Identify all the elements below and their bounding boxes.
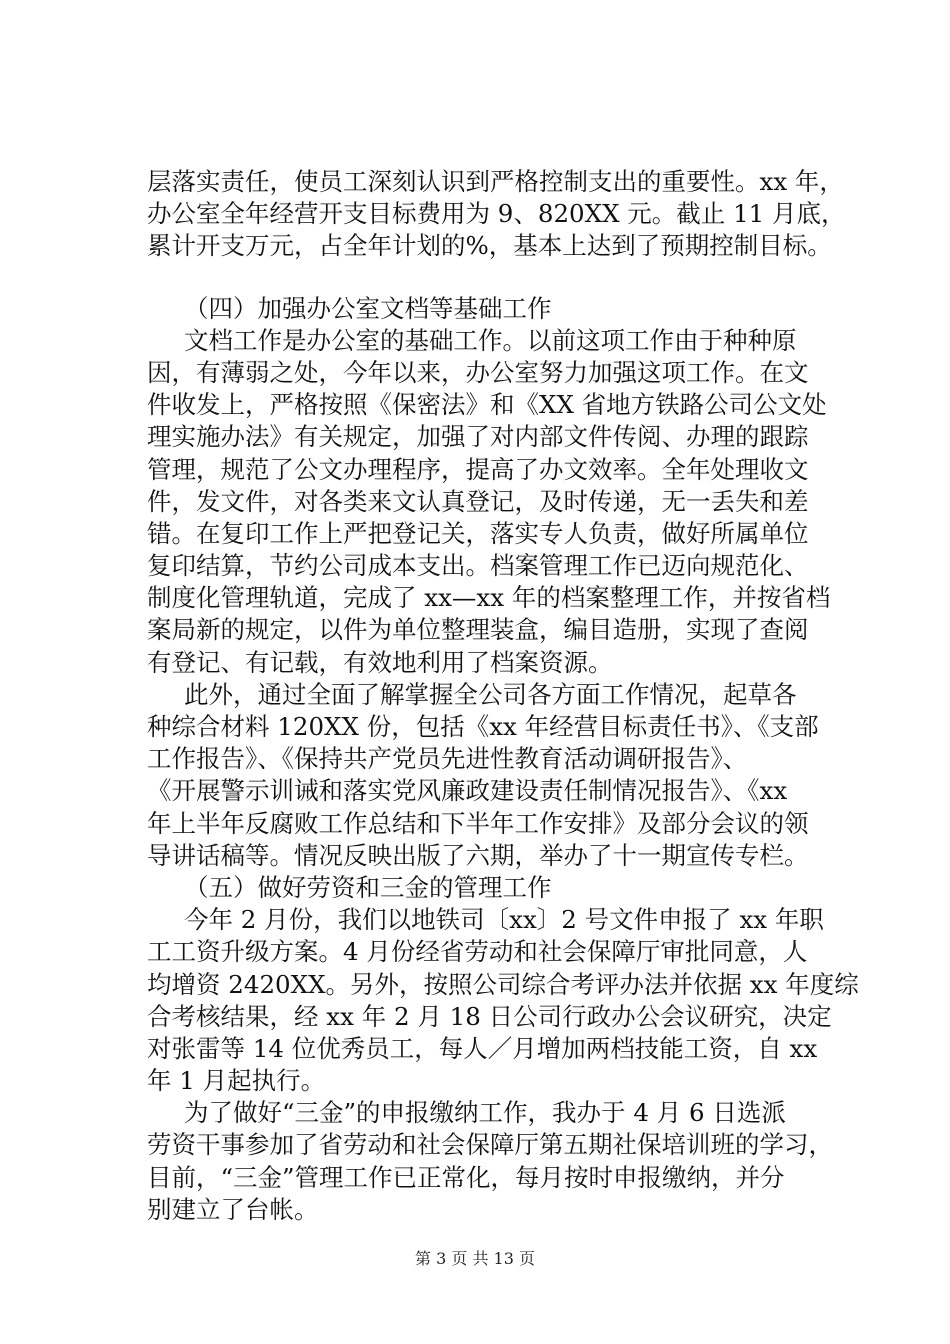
text-line: 管理，规范了公文办理程序，提高了办文效率。全年处理收文 (147, 454, 809, 484)
text-line: 复印结算，节约公司成本支出。档案管理工作已迈向规范化、 (147, 551, 809, 581)
text-line: 件收发上，严格按照《保密法》和《XX 省地方铁路公司公文处 (147, 390, 827, 420)
text-line: 工工资升级方案。4 月份经省劳动和社会保障厅审批同意，人 (147, 937, 808, 967)
text-line: 别建立了台帐。 (147, 1194, 319, 1224)
text-line: 对张雷等 14 位优秀员工，每人／月增加两档技能工资，自 xx (147, 1033, 818, 1063)
text-line: 目前，“三金”管理工作已正常化，每月按时申报缴纳，并分 (147, 1162, 785, 1192)
section-heading-5: （五）做好劳资和三金的管理工作 (184, 872, 552, 902)
text-line: 累计开支万元，占全年计划的%，基本上达到了预期控制目标。 (147, 231, 832, 261)
text-line: 案局新的规定，以件为单位整理装盒，编目造册，实现了查阅 (147, 615, 809, 645)
text-line: 《开展警示训诫和落实党风廉政建设责任制情况报告》、《xx (147, 776, 788, 806)
text-line: 为了做好“三金”的申报缴纳工作，我办于 4 月 6 日选派 (184, 1098, 786, 1128)
text-line: 件，发文件，对各类来文认真登记，及时传递，无一丢失和差 (147, 486, 809, 516)
text-line: 层落实责任，使员工深刻认识到严格控制支出的重要性。xx 年， (147, 167, 844, 196)
text-line: 今年 2 月份，我们以地铁司〔xx〕2 号文件申报了 xx 年职 (184, 905, 824, 935)
text-line: 办公室全年经营开支目标费用为 9、820XX 元。截止 11 月底， (147, 199, 846, 229)
text-line: 理实施办法》有关规定，加强了对内部文件传阅、办理的跟踪 (147, 422, 809, 452)
text-line: 导讲话稿等。情况反映出版了六期，举办了十一期宣传专栏。 (147, 840, 809, 870)
text-line: 合考核结果，经 xx 年 2 月 18 日公司行政办公会议研究，决定 (147, 1001, 832, 1031)
document-body (147, 166, 859, 1226)
text-line: 错。在复印工作上严把登记关，落实专人负责，做好所属单位 (147, 518, 809, 548)
paragraph-gap (147, 263, 837, 293)
text-line: 此外，通过全面了解掌握全公司各方面工作情况，起草各 (184, 679, 797, 709)
page-number-footer: 第 3 页 共 13 页 (415, 1249, 535, 1268)
text-line: 制度化管理轨道，完成了 xx—xx 年的档案整理工作，并按省档 (147, 583, 831, 613)
text-line: 均增资 2420XX。另外，按照公司综合考评办法并依据 xx 年度综 (147, 969, 859, 999)
text-line: 年 1 月起执行。 (147, 1066, 326, 1096)
text-line: 年上半年反腐败工作总结和下半年工作安排》及部分会议的领 (147, 808, 809, 838)
text-line: 劳资干事参加了省劳动和社会保障厅第五期社保培训班的学习， (147, 1130, 833, 1160)
text-line: 工作报告》、《保持共产党员先进性教育活动调研报告》、 (147, 744, 748, 774)
text-line: 种综合材料 120XX 份，包括《xx 年经营目标责任书》、《支部 (147, 712, 819, 741)
text-line: 有登记、有记载，有效地利用了档案资源。 (147, 647, 613, 677)
section-heading-4: （四）加强办公室文档等基础工作 (184, 293, 552, 323)
text-line: 文档工作是办公室的基础工作。以前这项工作由于种种原 (184, 325, 797, 355)
text-line: 因，有薄弱之处，今年以来，办公室努力加强这项工作。在文 (147, 357, 809, 387)
